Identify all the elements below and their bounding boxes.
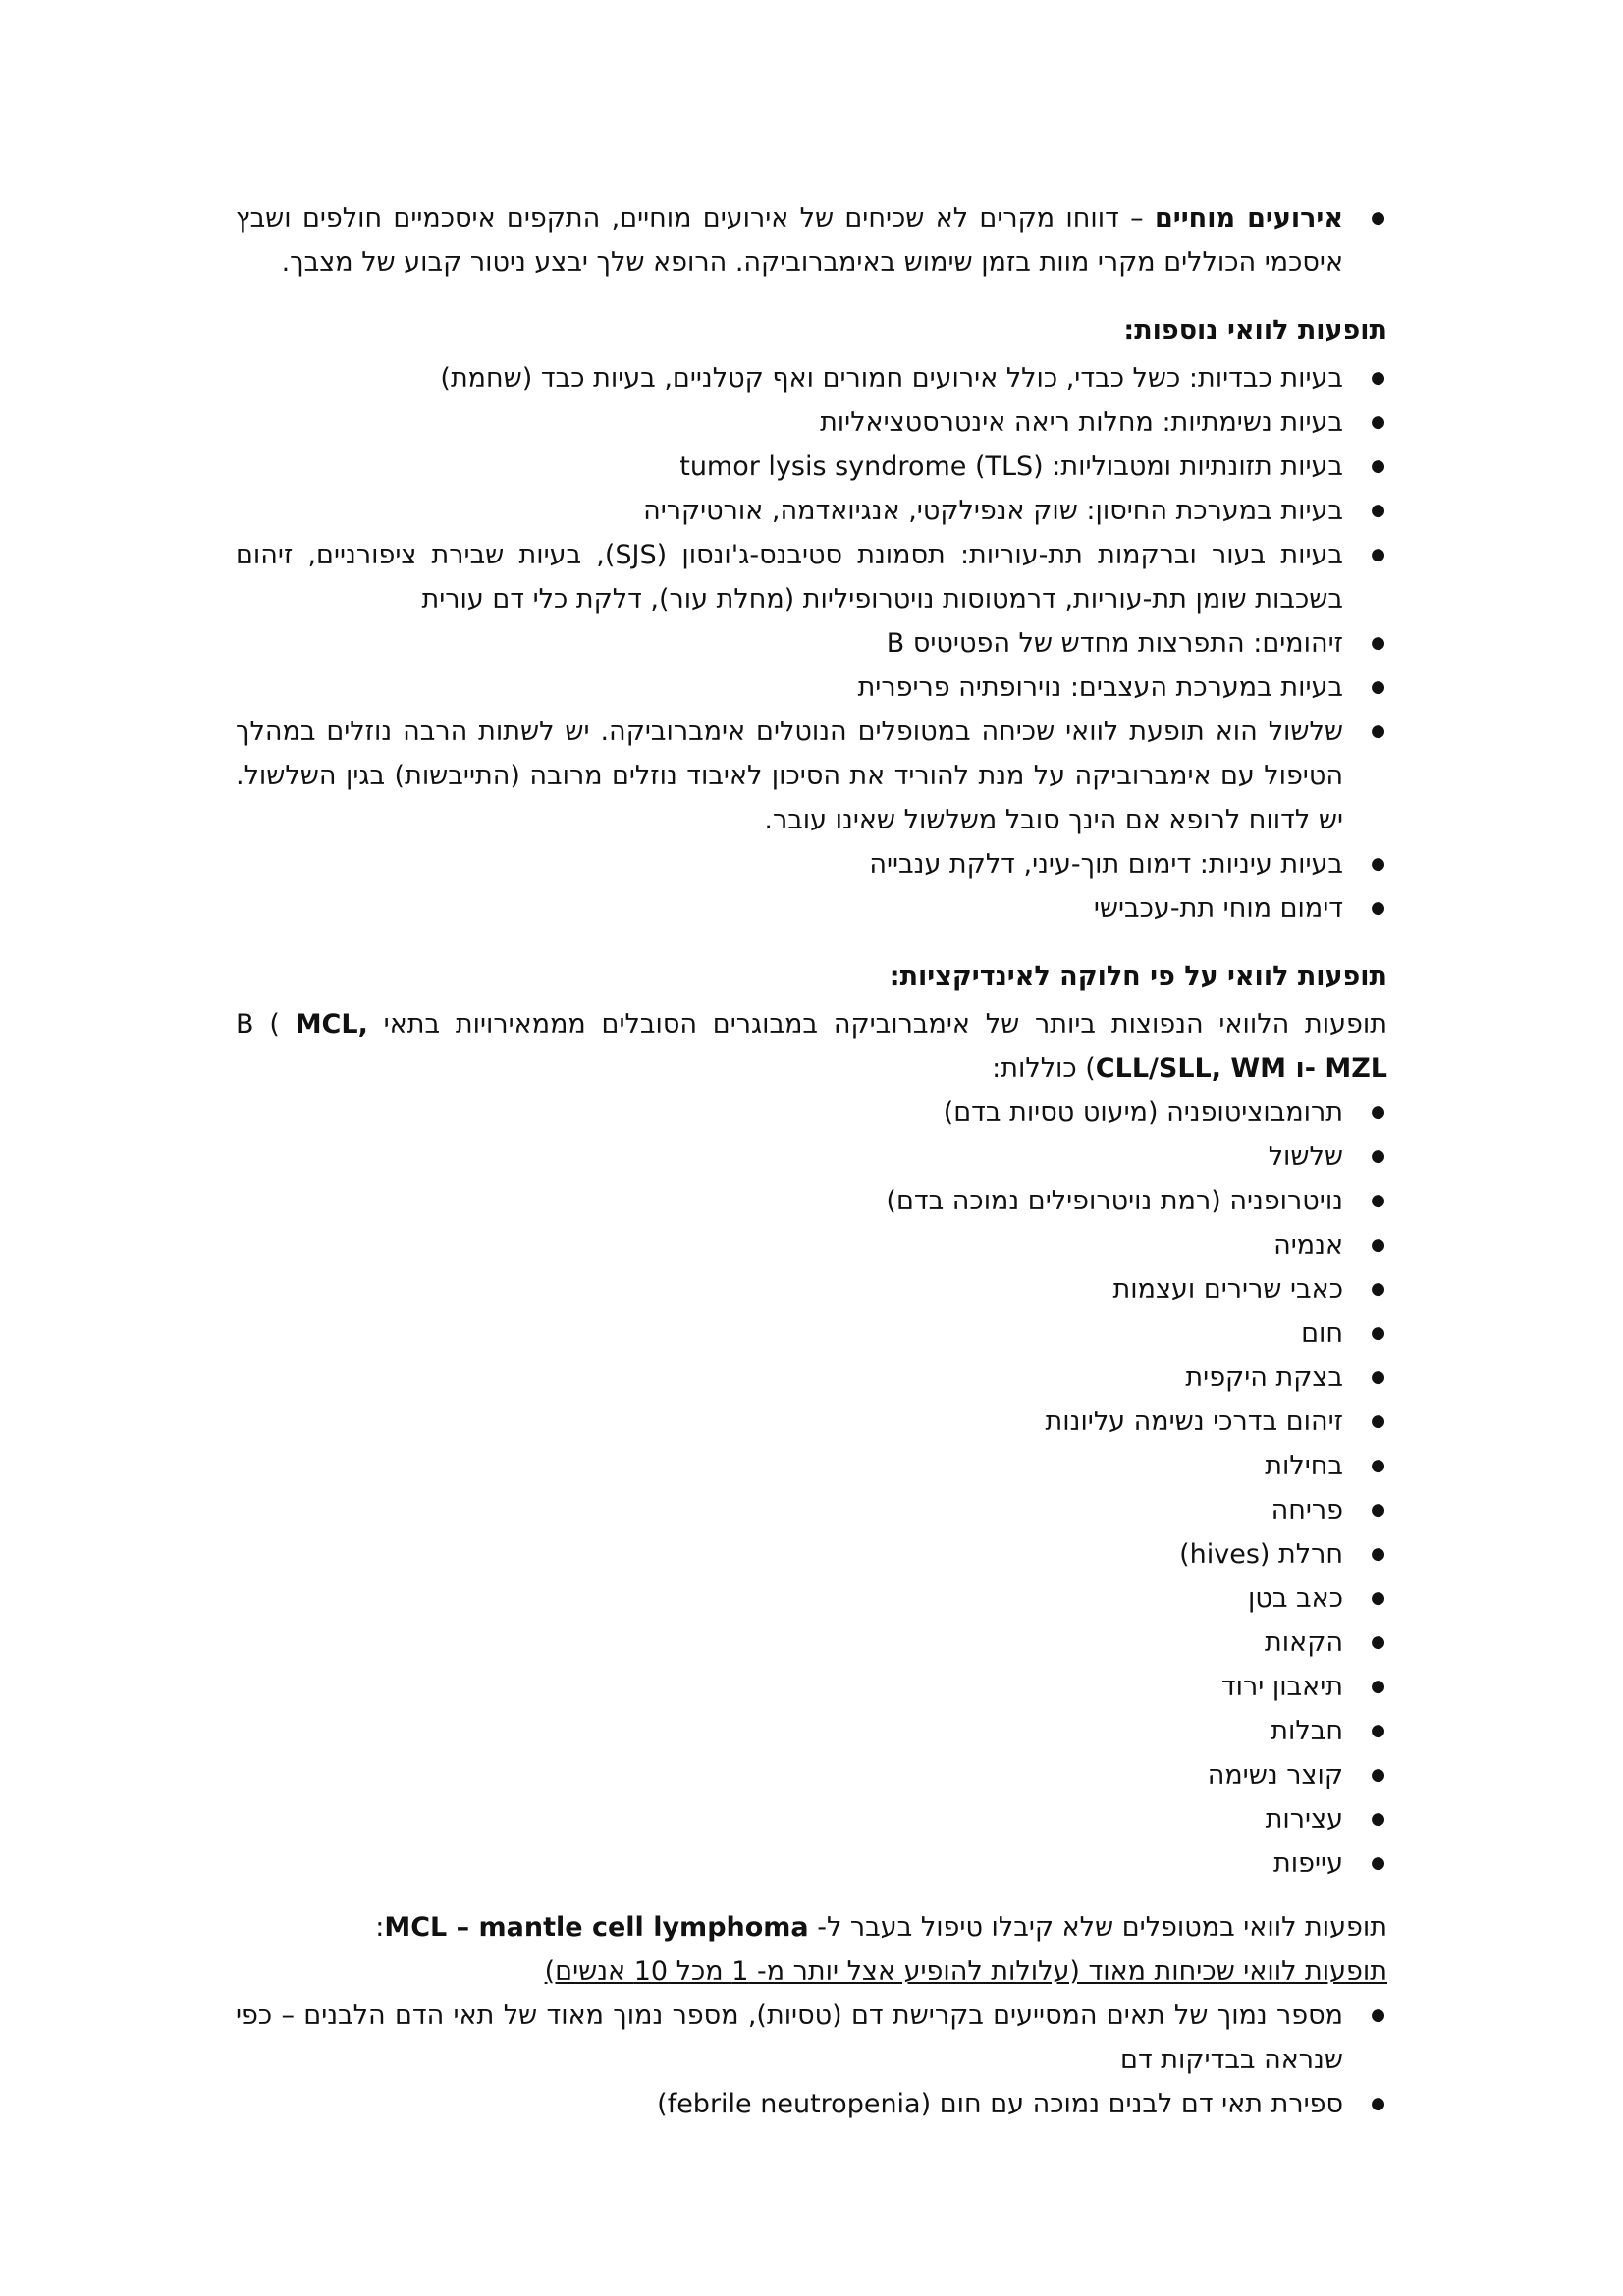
list-item: ● עייפות xyxy=(236,1842,1387,1886)
list-item: ● בעיות עיניות: דימום תוך-עיני, דלקת ענבייה xyxy=(236,842,1387,886)
indications-intro-bold: MCL, CLL/SLL, WM ו- MZL xyxy=(295,1009,1387,1084)
list-item: ● עצירות xyxy=(236,1797,1387,1842)
indications-intro-end: ) כוללות: xyxy=(992,1053,1096,1084)
list-item: ● נויטרופניה (רמת נויטרופילים נמוכה בדם) xyxy=(236,1179,1387,1223)
item-text: – דווחו מקרים לא שכיחים של אירועים מוחיים, התקפים איסכמיים חולפים ושבץ איסכמי הכוללים מקרי מוות בזמן שימוש באימברוביקה. הרופא שלך יבצע ניטור קבוע של מצבך. xyxy=(236,203,1343,278)
list-item: ● בחילות xyxy=(236,1444,1387,1488)
list-item: ● זיהומים: התפרצות מחדש של הפטיטיס B xyxy=(236,621,1387,666)
list-item: ● בצקת היקפית xyxy=(236,1356,1387,1400)
mcl-intro xyxy=(236,1905,1387,1949)
list-item: ● דימום מוחי תת-עכבישי xyxy=(236,886,1387,931)
list-item: ● חבלות xyxy=(236,1709,1387,1753)
list-item: ● תרומבוציטופניה (מיעוט טסיות בדם) xyxy=(236,1091,1387,1135)
list-item: ● בעיות בעור וברקמות תת-עוריות: תסמונת סטיבנס-ג'ונסון (SJS), בעיות שבירת ציפורניים, זיהום בשכבות שומן תת-עוריות, דרמטוסות נויטרופיליות (מחלת עור), דלקת כלי דם עורית xyxy=(236,533,1387,621)
list-item: ● מספר נמוך של תאים המסייעים בקרישת דם (טסיות), מספר נמוך מאוד של תאי הדם הלבנים – כפי שנראה בבדיקות דם xyxy=(236,1994,1387,2082)
list-item: ● בעיות במערכת החיסון: שוק אנפילקטי, אנגיואדמה, אורטיקריה xyxy=(236,489,1387,533)
list-item: ● פריחה xyxy=(236,1488,1387,1532)
list-item: ● זיהום בדרכי נשימה עליונות xyxy=(236,1400,1387,1444)
mcl-intro-bold: MCL – mantle cell lymphoma xyxy=(384,1912,809,1943)
list-item: ● בעיות נשימתיות: מחלות ריאה אינטרסטציאליות xyxy=(236,400,1387,445)
additional-list xyxy=(236,356,1387,931)
list-item: ● כאבי שרירים ועצמות xyxy=(236,1267,1387,1311)
list-item: ● קוצר נשימה xyxy=(236,1753,1387,1797)
list-item: ● אנמיה xyxy=(236,1223,1387,1267)
intro-list xyxy=(236,196,1387,285)
mcl-intro-text: תופעות לוואי במטופלים שלא קיבלו טיפול בעבר ל- xyxy=(808,1912,1387,1943)
indications-list xyxy=(236,1091,1387,1886)
list-item: ● חרלת (hives) xyxy=(236,1532,1387,1576)
item-bold-label: אירועים מוחיים xyxy=(1154,203,1343,234)
list-item: ● תיאבון ירוד xyxy=(236,1665,1387,1709)
section-heading-additional: תופעות לוואי נוספות: xyxy=(1123,315,1387,346)
list-item: ● כאב בטן xyxy=(236,1576,1387,1621)
mcl-subheading: תופעות לוואי שכיחות מאוד (עלולות להופיע אצל יותר מ- 1 מכל 10 אנשים) xyxy=(544,1956,1387,1987)
list-item: ● שלשול xyxy=(236,1135,1387,1179)
list-item: ● שלשול הוא תופעת לוואי שכיחה במטופלים הנוטלים אימברוביקה. יש לשתות הרבה נוזלים במהלך הטיפול עם אימברוביקה על מנת להוריד את הסיכון לאיבוד נוזלים מרובה (התייבשות) בגין השלשול. יש לדווח לרופא אם הינך סובל משלשול שאינו עובר. xyxy=(236,710,1387,842)
section-heading-indications: תופעות לוואי על פי חלוקה לאינדיקציות: xyxy=(889,961,1387,991)
list-item: ● ספירת תאי דם לבנים נמוכה עם חום (febrile neutropenia) xyxy=(236,2082,1387,2126)
list-item: ● בעיות כבדיות: כשל כבדי, כולל אירועים חמורים ואף קטלניים, בעיות כבד (שחמת) xyxy=(236,356,1387,400)
list-item: ● חום xyxy=(236,1311,1387,1356)
mcl-intro-end: : xyxy=(375,1912,385,1943)
list-item: ● בעיות במערכת העצבים: נוירופתיה פריפרית xyxy=(236,666,1387,710)
list-item xyxy=(236,196,1387,285)
indications-intro-text: תופעות הלוואי הנפוצות ביותר של אימברוביקה במבוגרים הסובלים מממאירויות בתאי B ( xyxy=(236,1009,1387,1040)
mcl-list xyxy=(236,1994,1387,2126)
list-item: ● בעיות תזונתיות ומטבוליות: tumor lysis syndrome (TLS) xyxy=(236,445,1387,489)
indications-intro xyxy=(236,1002,1387,1091)
list-item: ● הקאות xyxy=(236,1621,1387,1665)
